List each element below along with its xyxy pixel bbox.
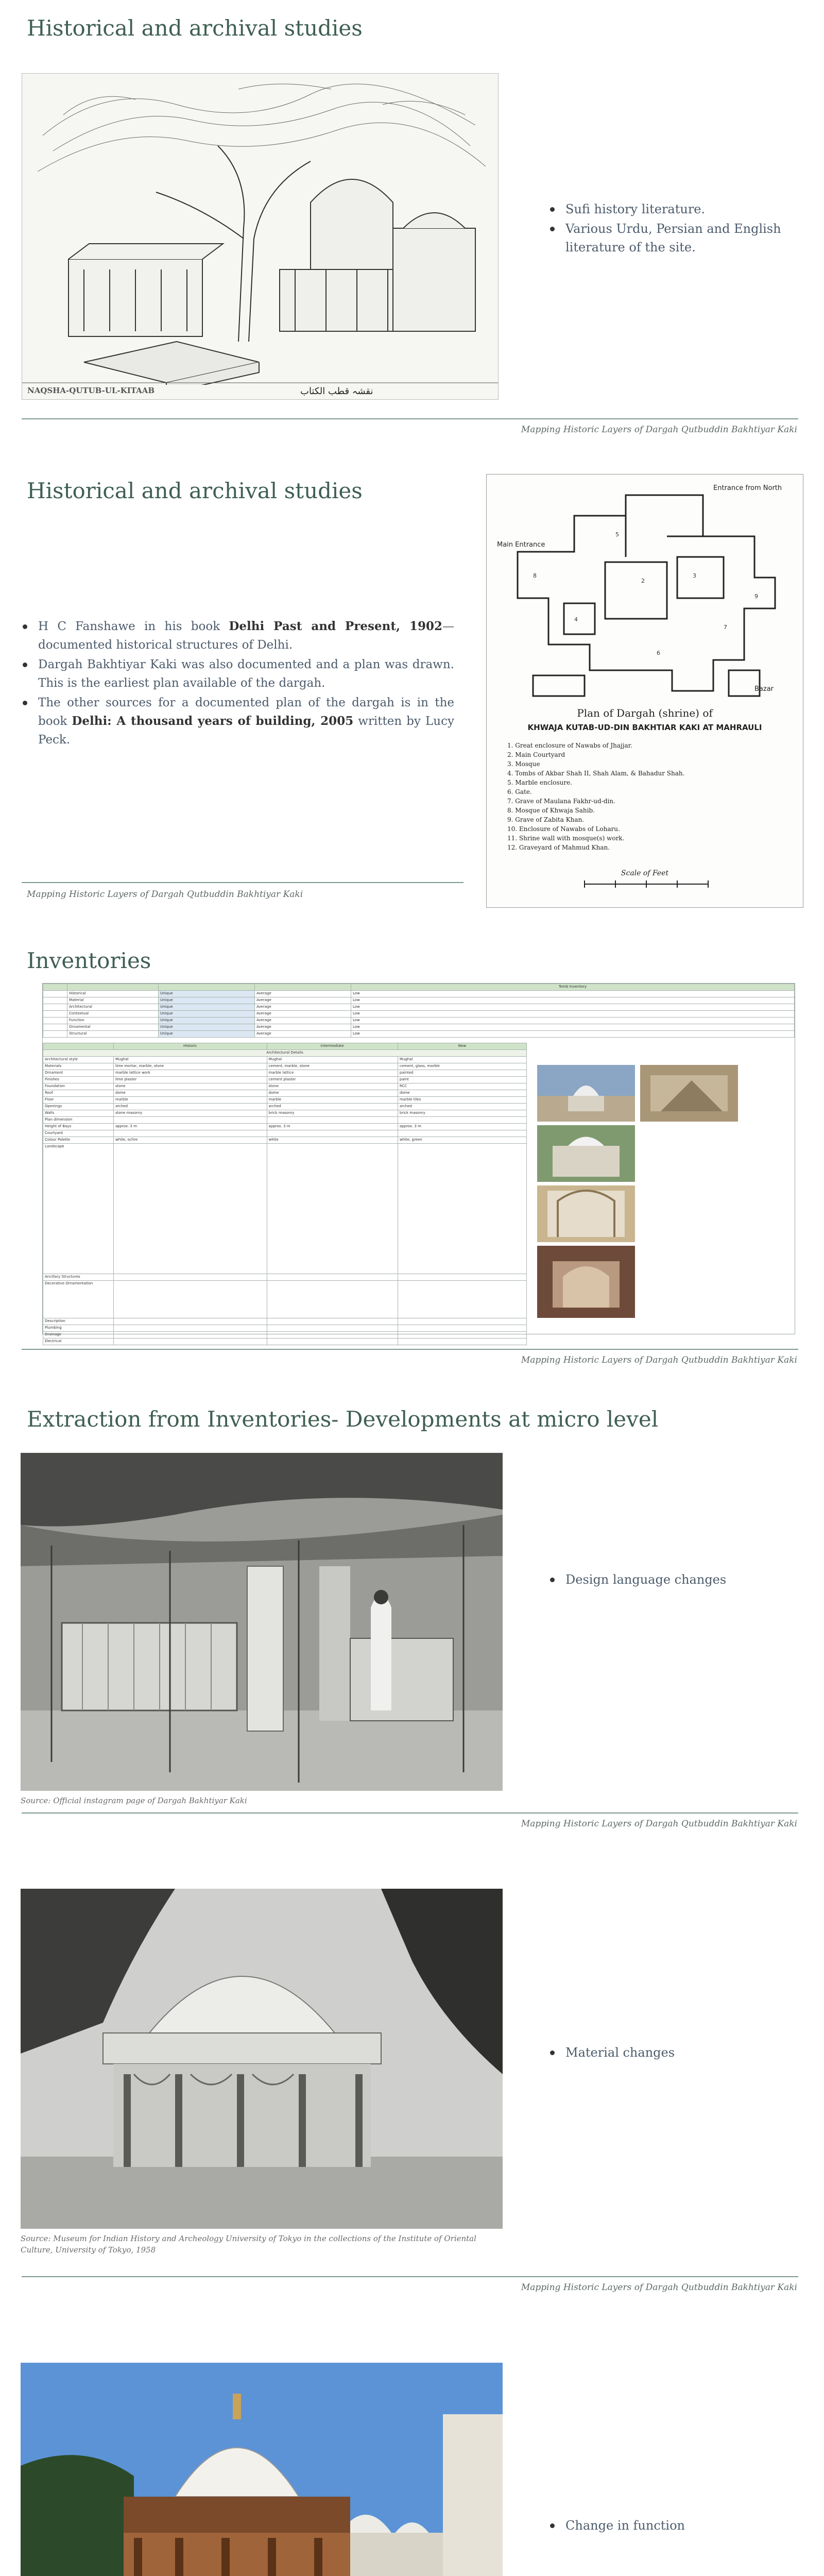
svg-text:11. Shrine wall with mosque(s): 11. Shrine wall with mosque(s) work. [507, 835, 625, 842]
table-row: Finishes lime plaster cement plaster paint [43, 1077, 527, 1083]
table-row: Roof dome dome dome [43, 1090, 527, 1097]
table-row: Openings arched arched arched [43, 1104, 527, 1110]
plan-title-line1: Plan of Dargah (shrine) of [577, 707, 713, 719]
svg-text:12. Graveyard of Mahmud Khan.: 12. Graveyard of Mahmud Khan. [507, 844, 610, 851]
slide-material-changes [0, 1855, 824, 2308]
table-row: Contextual Unique Average Low [43, 1011, 795, 1018]
slide-historical-studies-1 [0, 0, 824, 433]
svg-text:2. Main Courtyard: 2. Main Courtyard [507, 751, 565, 758]
svg-text:7. Grave of Maulana Fakhr-ud-d: 7. Grave of Maulana Fakhr-ud-din. [507, 798, 615, 805]
table-header: Tomb Inventory [351, 984, 795, 991]
plan-bazar-label: Bazar [754, 685, 774, 693]
plan-main-entrance-label: Main Entrance [497, 541, 545, 549]
svg-text:8. Mosque of Khwaja Sahib.: 8. Mosque of Khwaja Sahib. [507, 807, 595, 814]
table-row: Function Unique Average Low [43, 1018, 795, 1024]
bullet-list [548, 2516, 795, 2536]
image-source-caption: Source: Official instagram page of Dargah Bakhtiyar Kaki [21, 1796, 247, 1805]
table-row: Ornament marble lattice work marble lattice painted [43, 1070, 527, 1077]
table-row: Plan dimension [43, 1117, 527, 1124]
historic-photo-tomb-1958 [21, 1889, 503, 2229]
svg-text:6. Gate.: 6. Gate. [507, 788, 532, 795]
inventory-photo-5 [537, 1246, 635, 1318]
svg-text:8: 8 [533, 572, 537, 579]
svg-text:4. Tombs of Akbar Shah II, Sha: 4. Tombs of Akbar Shah II, Shah Alam, & Bahadur Shah. [507, 770, 685, 777]
table-row: Description [43, 1318, 527, 1325]
bullet-list [548, 200, 800, 258]
inventory-photo-4 [537, 1185, 635, 1242]
bullet-item: The other sources for a documented plan of the dargah is in the book Delhi: A thousand years of building, 2005 written by Lucy Peck. [21, 693, 454, 749]
slide-title: Extraction from Inventories- Developments at micro level [27, 1406, 659, 1432]
slide-inventories [0, 927, 824, 1370]
bullet-item: Design language changes [548, 1570, 795, 1589]
svg-text:نقشہ قطب الکتاب: نقشہ قطب الکتاب [300, 386, 373, 397]
bullet-item: Change in function [548, 2516, 795, 2535]
inventory-photo-1 [537, 1065, 635, 1122]
slide-micro-developments [0, 1381, 824, 1844]
bullet-item: H C Fanshawe in his book Delhi Past and Present, 1902— documented historical structures of Delhi. [21, 617, 454, 654]
table-row: Architectural Unique Average Low [43, 1004, 795, 1011]
sketch-caption: NAQSHA-QUTUB-UL-KITAAB [27, 386, 155, 395]
slide-title: Historical and archival studies [27, 15, 363, 41]
table-row: Plumbing [43, 1325, 527, 1332]
svg-text:1. Great enclosure of Nawabs o: 1. Great enclosure of Nawabs of Jhajjar. [507, 742, 632, 749]
bullet-item: Material changes [548, 2043, 795, 2062]
table-row: Ancillary Structures [43, 1274, 527, 1281]
bullet-item: Sufi history literature. [548, 200, 800, 218]
table-row: Materials lime mortar, marble, stone cement, marble, stone cement, glass, marble [43, 1063, 527, 1070]
table-row: Walls stone masonry brick masonry brick masonry [43, 1110, 527, 1117]
inventory-table-details: Historic Intermediate New Architectural Details Architectural style Mughal Mughal Mughal Materials lime mortar, marble, stone cement, marble, stone cement, glass, marble Ornament marble lattice work marble lattice painted Finishes lime plaster cement plaster paint Foundation stone stone RCC Roof dome dome dome Floor marble marble marble tiles Openings arched arched arched Walls stone masonry brick masonry brick masonry Plan dimension Height of Bays approx. 3 m approx. 3 m approx. 3 m Courtyard Colour Palette white, ochre white white, green Landscape Ancillary Structures Decorative Ornamentation Description Plumbing Drainage Electrical [43, 1043, 527, 1345]
table-row: Height of Bays approx. 3 m approx. 3 m approx. 3 m [43, 1124, 527, 1130]
dargah-plan-drawing [486, 474, 803, 908]
svg-text:9: 9 [754, 593, 758, 600]
table-row: Floor marble marble marble tiles [43, 1097, 527, 1104]
bullet-list [548, 1570, 795, 1590]
footer-text: Mapping Historic Layers of Dargah Qutbuddin Bakhtiyar Kaki [521, 425, 797, 435]
slide-title: Historical and archival studies [27, 478, 363, 503]
svg-text:6: 6 [657, 650, 660, 656]
table-row: Electrical [43, 1338, 527, 1345]
footer-rule [22, 2276, 798, 2277]
slide-historical-studies-2 [0, 453, 824, 927]
footer-rule [22, 882, 464, 883]
table-row: Landscape [43, 1144, 527, 1274]
svg-text:5: 5 [615, 531, 619, 538]
svg-text:9. Grave of Zabita Khan.: 9. Grave of Zabita Khan. [507, 816, 585, 823]
plan-entrance-label: Entrance from North [713, 484, 782, 492]
historic-photo-enclosure [21, 1453, 503, 1791]
footer-text: Mapping Historic Layers of Dargah Qutbuddin Bakhtiyar Kaki [521, 1819, 797, 1829]
svg-text:5. Marble enclosure.: 5. Marble enclosure. [507, 779, 573, 786]
current-photo-tomb [21, 2363, 503, 2576]
inventory-photo-3 [537, 1125, 635, 1182]
footer-rule [22, 1349, 798, 1350]
slide-function-changes [0, 2318, 824, 2576]
bullet-list [548, 2043, 795, 2063]
footer-text: Mapping Historic Layers of Dargah Qutbuddin Bakhtiyar Kaki [521, 1355, 797, 1365]
svg-text:10. Enclosure of Nawabs of Loh: 10. Enclosure of Nawabs of Loharu. [507, 825, 620, 833]
section-heading: Architectural Details [43, 1050, 527, 1057]
table-row: Ornamental Unique Average Low [43, 1024, 795, 1031]
table-row: Colour Palette white, ochre white white, green [43, 1137, 527, 1144]
table-row: Architectural style Mughal Mughal Mughal [43, 1057, 527, 1063]
inventory-photo-2 [640, 1065, 738, 1122]
bullet-list [21, 617, 454, 750]
table-row: Structural Unique Average Low [43, 1031, 795, 1038]
footer-rule [22, 1812, 798, 1814]
table-row: Foundation stone stone RCC [43, 1083, 527, 1090]
svg-text:4: 4 [574, 616, 578, 623]
table-row: Material Unique Average Low [43, 997, 795, 1004]
bullet-item: Dargah Bakhtiyar Kaki was also documented and a plan was drawn. This is the earliest plan available of the dargah. [21, 655, 454, 692]
footer-rule [22, 418, 798, 419]
svg-text:3. Mosque: 3. Mosque [507, 760, 540, 768]
svg-text:7: 7 [724, 624, 727, 631]
image-source-caption: Source: Museum for Indian History and Archeology University of Tokyo in the collections of the Institute of Oriental Culture, University of Tokyo, 1958 [21, 2234, 476, 2255]
table-row: Drainage [43, 1332, 527, 1338]
slide-title: Inventories [27, 948, 151, 973]
svg-text:3: 3 [693, 572, 696, 579]
plan-title-line2: KHWAJA KUTAB-UD-DIN BAKHTIAR KAKI AT MAHRAULI [527, 723, 762, 732]
plan-scale-label: Scale of Feet [621, 869, 669, 877]
svg-text:2: 2 [641, 578, 645, 584]
naqsha-sketch-image [22, 73, 499, 400]
bullet-item: Various Urdu, Persian and English literature of the site. [548, 219, 800, 257]
footer-text: Mapping Historic Layers of Dargah Qutbuddin Bakhtiyar Kaki [27, 889, 303, 900]
table-row: Historical Unique Average Low [43, 991, 795, 997]
table-row: Decorative Ornamentation [43, 1281, 527, 1318]
inventory-sheet [42, 983, 795, 1343]
inventory-table-top [43, 984, 795, 1038]
table-row: Courtyard [43, 1130, 527, 1137]
footer-text: Mapping Historic Layers of Dargah Qutbuddin Bakhtiyar Kaki [521, 2282, 797, 2293]
